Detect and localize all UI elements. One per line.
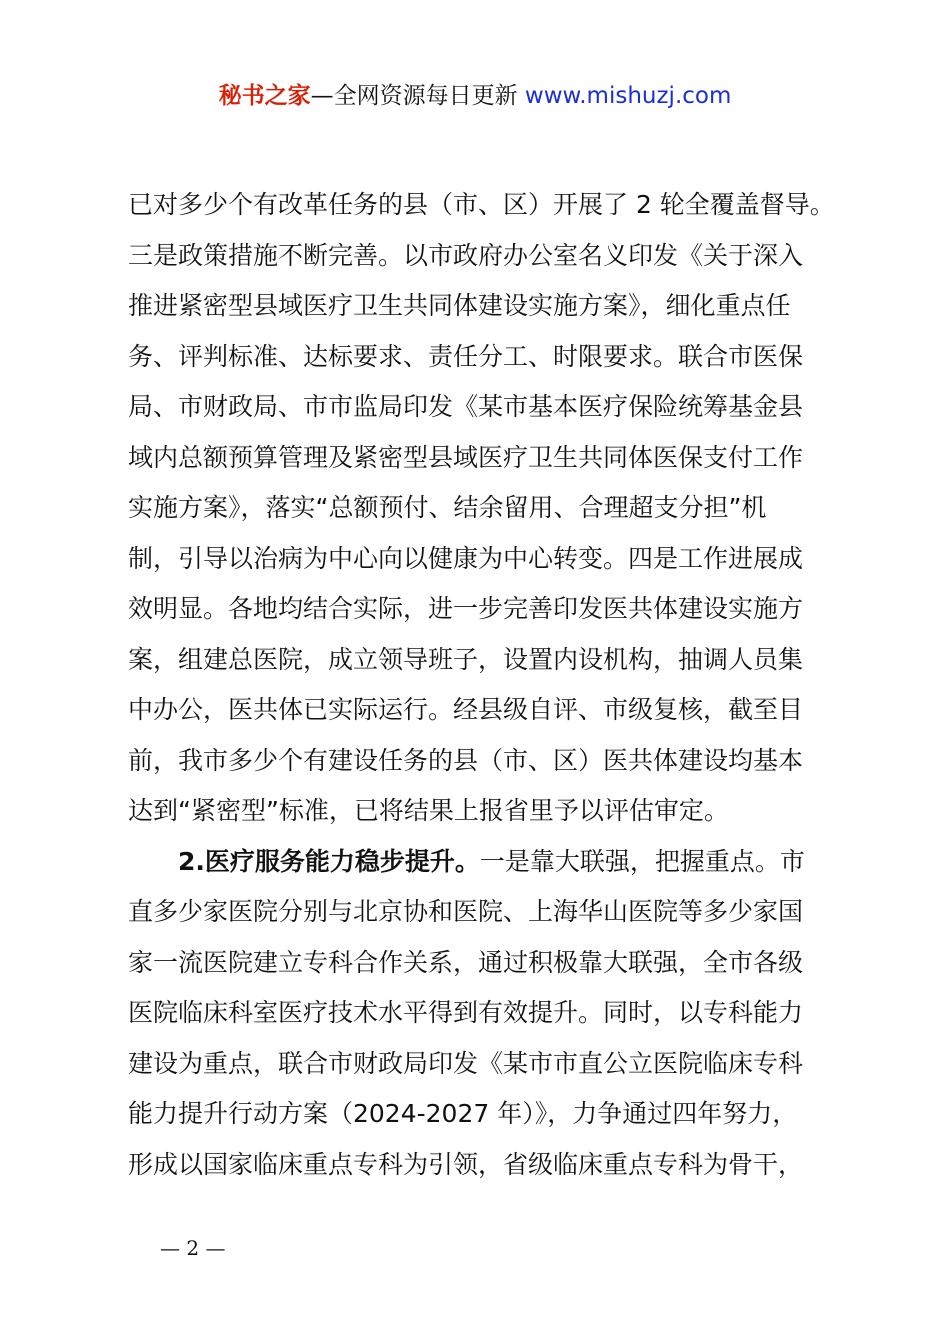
- body-line: 域内总额预算管理及紧密型县域医疗卫生共同体医保支付工作: [128, 442, 804, 472]
- site-header: [0, 80, 950, 112]
- body-line: 效明显。各地均结合实际，进一步完善印发医共体建设实施方: [128, 594, 804, 623]
- body-line: 前，我市多少个有建设任务的县（市、区）医共体建设均基本: [128, 745, 804, 775]
- body-line: 局、市财政局、市市监局印发《某市基本医疗保险统筹基金县: [128, 392, 804, 421]
- body-line: 能力提升行动方案（2024-2027 年）》，力争通过四年努力，: [128, 1099, 798, 1128]
- body-line: 已对多少个有改革任务的县（市、区）开展了 2 轮全覆盖督导。: [128, 190, 835, 219]
- body-line: 达到“紧密型”标准，已将结果上报省里予以评估审定。: [128, 796, 729, 825]
- site-tagline: —全网资源每日更新: [310, 83, 525, 109]
- body-line: 三是政策措施不断完善。以市政府办公室名义印发《关于深入: [128, 240, 804, 270]
- section-heading: 2.医疗服务能力稳步提升。: [178, 846, 480, 876]
- document-body: [128, 180, 833, 1190]
- page-number: — 2 —: [160, 1236, 226, 1260]
- body-line: 实施方案》，落实“总额预付、结余留用、合理超支分担”机: [128, 493, 767, 522]
- site-brand: 秘书之家: [218, 83, 311, 109]
- body-line: 中办公，医共体已实际运行。经县级自评、市级复核，截至目: [128, 695, 804, 724]
- section-first-line: [128, 837, 833, 888]
- body-line: 制，引导以治病为中心向以健康为中心转变。四是工作进展成: [128, 543, 804, 573]
- body-line: 推进紧密型县域医疗卫生共同体建设实施方案》，细化重点任: [128, 291, 791, 320]
- site-url-link[interactable]: www.mishuzj.com: [524, 83, 732, 109]
- body-line: 务、评判标准、达标要求、责任分工、时限要求。联合市医保: [128, 341, 804, 371]
- body-line: 直多少家医院分别与北京协和医院、上海华山医院等多少家国: [128, 897, 804, 926]
- body-line: 建设为重点，联合市财政局印发《某市市直公立医院临床专科: [128, 1048, 804, 1078]
- body-line: 案，组建总医院，成立领导班子，设置内设机构，抽调人员集: [128, 644, 804, 674]
- body-line: 形成以国家临床重点专科为引领，省级临床重点专科为骨干，: [128, 1149, 804, 1179]
- body-line: 医院临床科室医疗技术水平得到有效提升。同时，以专科能力: [128, 998, 804, 1027]
- body-line: 家一流医院建立专科合作关系，通过积极靠大联强，全市各级: [128, 947, 804, 977]
- section-first-line-text: 一是靠大联强，把握重点。市: [479, 846, 805, 876]
